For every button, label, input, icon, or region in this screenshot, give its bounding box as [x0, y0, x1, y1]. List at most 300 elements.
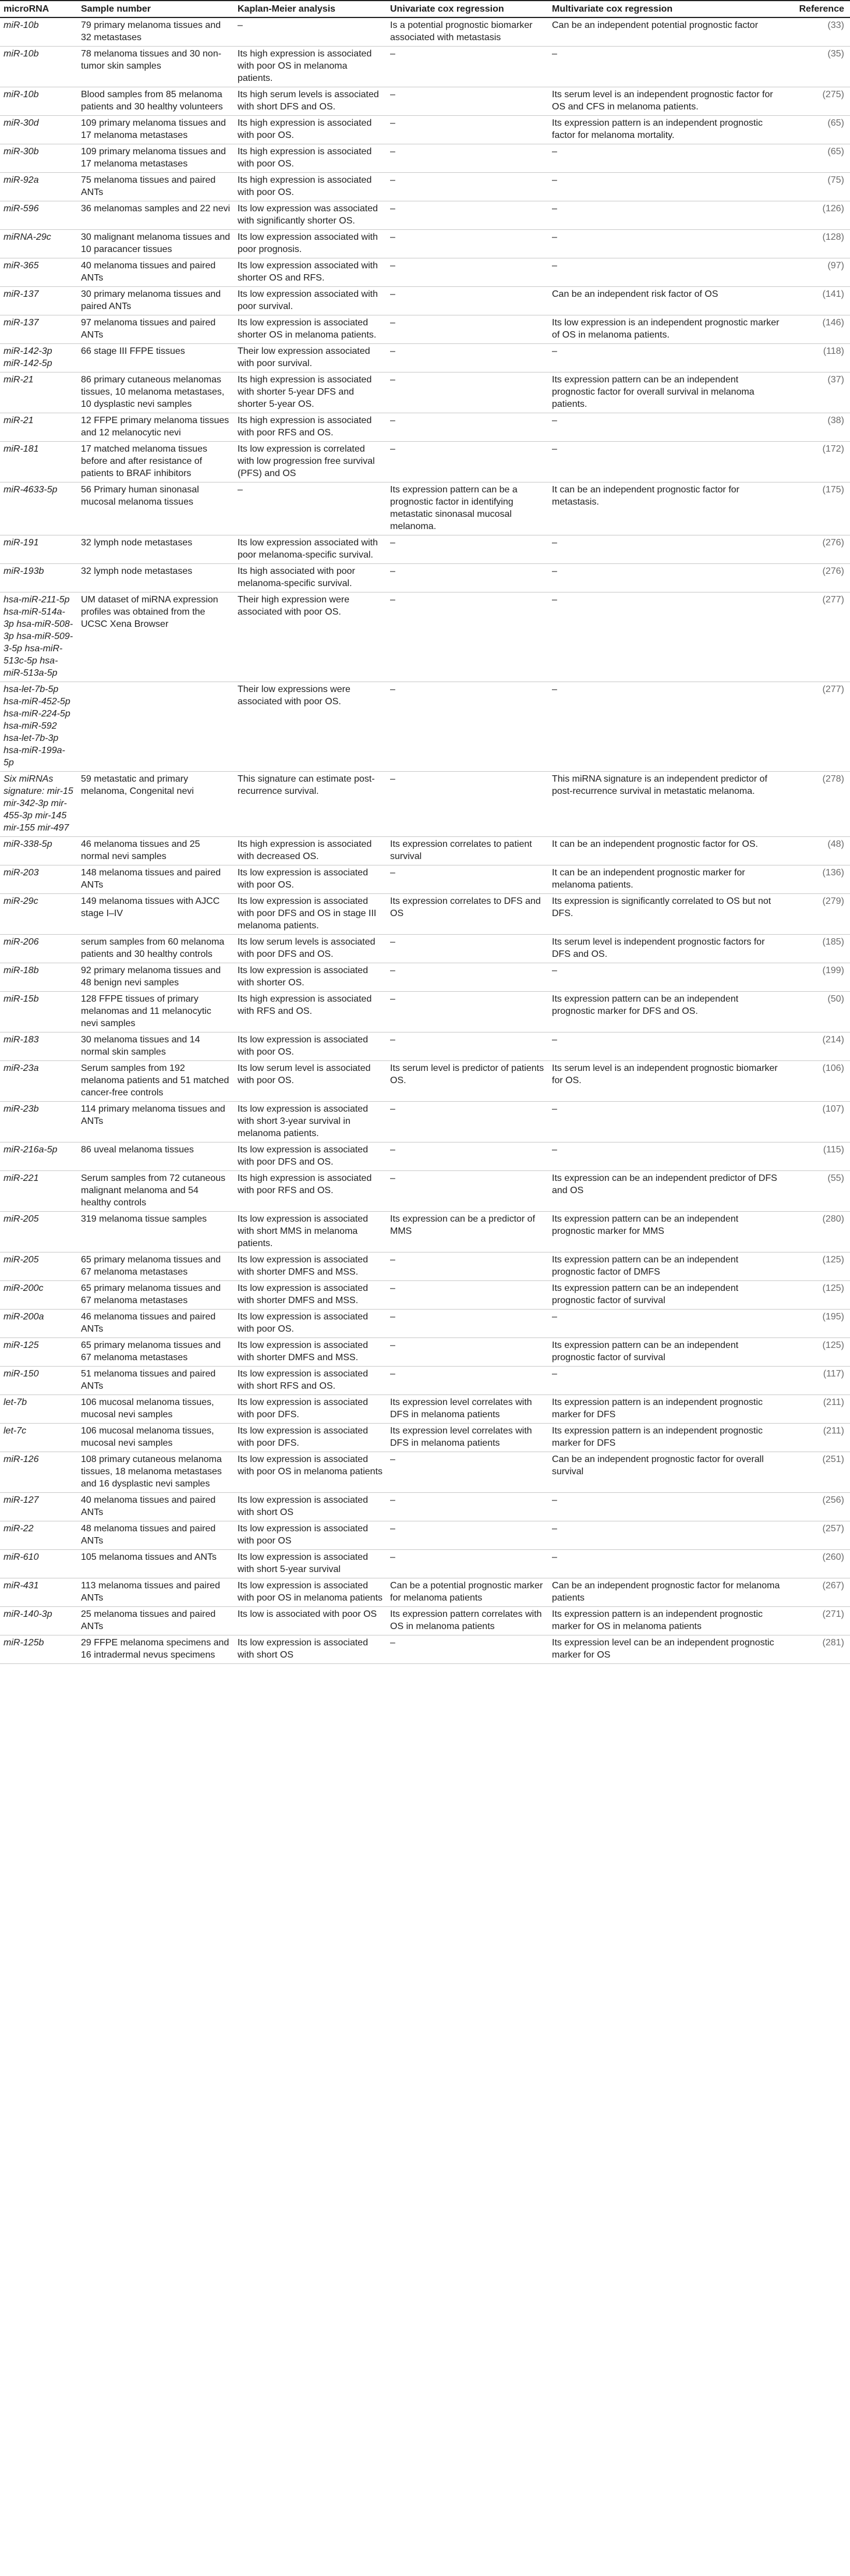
table-row: [0, 1102, 850, 1142]
cell-univariate: –: [387, 372, 548, 413]
cell-reference: (214): [784, 1032, 850, 1061]
cell-reference: (97): [784, 258, 850, 287]
cell-multivariate: –: [548, 1521, 784, 1550]
cell-multivariate: It can be an independent prognostic factor for metastasis.: [548, 482, 784, 535]
table-row: [0, 1607, 850, 1635]
cell-univariate: –: [387, 592, 548, 682]
cell-kaplan-meier: –: [234, 482, 387, 535]
cell-multivariate: Its serum level is an independent prognostic biomarker for OS.: [548, 1061, 784, 1102]
table-row: [0, 963, 850, 992]
cell-kaplan-meier: Its low expression is associated with short 5-year survival: [234, 1550, 387, 1578]
cell-reference: (195): [784, 1310, 850, 1338]
cell-microrna: miR-431: [0, 1578, 77, 1607]
cell-reference: (55): [784, 1171, 850, 1212]
cell-multivariate: Its expression pattern is an independent prognostic marker for DFS: [548, 1424, 784, 1452]
table-row: [0, 1493, 850, 1521]
cell-kaplan-meier: Its high serum levels is associated with short DFS and OS.: [234, 87, 387, 116]
cell-kaplan-meier: Their low expression associated with poor survival.: [234, 344, 387, 372]
table-row: [0, 1338, 850, 1367]
cell-microrna: Six miRNAs signature: mir-15 mir-342-3p mir-455-3p mir-145 mir-155 mir-497: [0, 772, 77, 837]
cell-microrna: hsa-miR-211-5p hsa-miR-514a-3p hsa-miR-508-3p hsa-miR-509-3-5p hsa-miR-513c-5p hsa-miR-513a-5p: [0, 592, 77, 682]
cell-univariate: –: [387, 1310, 548, 1338]
cell-kaplan-meier: Its high expression is associated with poor RFS and OS.: [234, 1171, 387, 1212]
cell-reference: (136): [784, 865, 850, 894]
cell-univariate: –: [387, 258, 548, 287]
cell-reference: (65): [784, 116, 850, 144]
header-multivariate: Multivariate cox regression: [548, 1, 784, 17]
cell-multivariate: –: [548, 1367, 784, 1395]
cell-sample-number: Serum samples from 192 melanoma patients and 51 matched cancer-free controls: [77, 1061, 234, 1102]
cell-multivariate: Its low expression is an independent prognostic marker of OS in melanoma patients.: [548, 315, 784, 344]
cell-reference: (199): [784, 963, 850, 992]
header-kaplan-meier: Kaplan-Meier analysis: [234, 1, 387, 17]
cell-univariate: –: [387, 87, 548, 116]
table-row: [0, 1550, 850, 1578]
table-row: [0, 564, 850, 592]
cell-univariate: –: [387, 1032, 548, 1061]
cell-kaplan-meier: Its low expression is associated with poor OS.: [234, 1310, 387, 1338]
cell-reference: (75): [784, 173, 850, 201]
cell-microrna: miR-338-5p: [0, 837, 77, 865]
cell-univariate: –: [387, 935, 548, 963]
table-row: [0, 1310, 850, 1338]
cell-kaplan-meier: Its low expression is associated with short OS: [234, 1635, 387, 1664]
cell-sample-number: 106 mucosal melanoma tissues, mucosal nevi samples: [77, 1395, 234, 1424]
table-row: [0, 1252, 850, 1281]
cell-microrna: miR-22: [0, 1521, 77, 1550]
table-row: [0, 315, 850, 344]
table-row: [0, 47, 850, 87]
cell-multivariate: –: [548, 564, 784, 592]
cell-multivariate: –: [548, 682, 784, 772]
cell-univariate: –: [387, 1493, 548, 1521]
cell-sample-number: 75 melanoma tissues and paired ANTs: [77, 173, 234, 201]
cell-multivariate: Its expression pattern is an independent prognostic marker for OS in melanoma patients: [548, 1607, 784, 1635]
cell-microrna: miR-181: [0, 442, 77, 482]
table-row: [0, 144, 850, 173]
cell-kaplan-meier: Its high expression is associated with poor OS.: [234, 144, 387, 173]
cell-univariate: –: [387, 1367, 548, 1395]
cell-kaplan-meier: Its low is associated with poor OS: [234, 1607, 387, 1635]
cell-kaplan-meier: Its low expression was associated with significantly shorter OS.: [234, 201, 387, 230]
table-row: [0, 1424, 850, 1452]
cell-reference: (37): [784, 372, 850, 413]
cell-multivariate: Its serum level is independent prognostic factors for DFS and OS.: [548, 935, 784, 963]
cell-microrna: miR-30d: [0, 116, 77, 144]
cell-kaplan-meier: Their low expressions were associated with poor OS.: [234, 682, 387, 772]
cell-microrna: miR-191: [0, 535, 77, 564]
cell-sample-number: UM dataset of miRNA expression profiles was obtained from the UCSC Xena Browser: [77, 592, 234, 682]
cell-multivariate: –: [548, 201, 784, 230]
cell-multivariate: Its expression pattern can be an independent prognostic marker for DFS and OS.: [548, 992, 784, 1032]
cell-reference: (211): [784, 1424, 850, 1452]
cell-microrna: miR-183: [0, 1032, 77, 1061]
table-row: [0, 894, 850, 935]
cell-multivariate: –: [548, 1310, 784, 1338]
cell-reference: (276): [784, 535, 850, 564]
cell-kaplan-meier: Its low expression is associated with shorter DMFS and MSS.: [234, 1252, 387, 1281]
cell-sample-number: 48 melanoma tissues and paired ANTs: [77, 1521, 234, 1550]
cell-kaplan-meier: Its high associated with poor melanoma-specific survival.: [234, 564, 387, 592]
table-row: [0, 17, 850, 47]
cell-univariate: –: [387, 344, 548, 372]
cell-univariate: –: [387, 230, 548, 258]
table-row: [0, 1281, 850, 1310]
cell-univariate: Its expression correlates to DFS and OS: [387, 894, 548, 935]
cell-univariate: –: [387, 1550, 548, 1578]
cell-univariate: –: [387, 1521, 548, 1550]
cell-kaplan-meier: Its high expression is associated with poor OS.: [234, 116, 387, 144]
cell-univariate: –: [387, 315, 548, 344]
cell-multivariate: Can be an independent prognostic factor for overall survival: [548, 1452, 784, 1493]
table-row: [0, 1061, 850, 1102]
cell-microrna: miR-30b: [0, 144, 77, 173]
cell-univariate: Its expression level correlates with DFS in melanoma patients: [387, 1395, 548, 1424]
cell-microrna: let-7c: [0, 1424, 77, 1452]
cell-kaplan-meier: Its low serum levels is associated with poor DFS and OS.: [234, 935, 387, 963]
table-row: [0, 1212, 850, 1252]
cell-sample-number: 29 FFPE melanoma specimens and 16 intradermal nevus specimens: [77, 1635, 234, 1664]
cell-microrna: miR-365: [0, 258, 77, 287]
cell-multivariate: –: [548, 1550, 784, 1578]
cell-univariate: –: [387, 1102, 548, 1142]
cell-multivariate: Its expression pattern can be an independent prognostic factor of DMFS: [548, 1252, 784, 1281]
table-row: [0, 1578, 850, 1607]
cell-reference: (117): [784, 1367, 850, 1395]
cell-multivariate: –: [548, 442, 784, 482]
cell-microrna: miR-125b: [0, 1635, 77, 1664]
cell-univariate: Its expression pattern can be a prognostic factor in identifying metastatic sinonasal mucosal melanoma.: [387, 482, 548, 535]
cell-microrna: miR-200c: [0, 1281, 77, 1310]
cell-kaplan-meier: Its low expression is associated with poor OS.: [234, 1032, 387, 1061]
cell-reference: (146): [784, 315, 850, 344]
cell-sample-number: 78 melanoma tissues and 30 non-tumor skin samples: [77, 47, 234, 87]
table-row: [0, 287, 850, 315]
cell-univariate: –: [387, 413, 548, 442]
cell-reference: (35): [784, 47, 850, 87]
cell-univariate: –: [387, 865, 548, 894]
cell-microrna: miR-203: [0, 865, 77, 894]
table-row: [0, 258, 850, 287]
cell-reference: (280): [784, 1212, 850, 1252]
cell-microrna: miR-10b: [0, 17, 77, 47]
cell-kaplan-meier: Its low expression associated with poor prognosis.: [234, 230, 387, 258]
cell-microrna: miR-610: [0, 1550, 77, 1578]
table-row: [0, 230, 850, 258]
cell-multivariate: Its expression pattern is an independent prognostic marker for DFS: [548, 1395, 784, 1424]
cell-multivariate: –: [548, 963, 784, 992]
cell-multivariate: It can be an independent prognostic factor for OS.: [548, 837, 784, 865]
cell-microrna: hsa-let-7b-5p hsa-miR-452-5p hsa-miR-224-5p hsa-miR-592 hsa-let-7b-3p hsa-miR-199a-5p: [0, 682, 77, 772]
cell-univariate: Its expression pattern correlates with OS in melanoma patients: [387, 1607, 548, 1635]
cell-reference: (50): [784, 992, 850, 1032]
cell-reference: (267): [784, 1578, 850, 1607]
table-row: [0, 1452, 850, 1493]
table-row: [0, 1032, 850, 1061]
cell-sample-number: serum samples from 60 melanoma patients and 30 healthy controls: [77, 935, 234, 963]
cell-microrna: miR-23b: [0, 1102, 77, 1142]
cell-reference: (277): [784, 592, 850, 682]
cell-reference: (281): [784, 1635, 850, 1664]
cell-sample-number: 86 uveal melanoma tissues: [77, 1142, 234, 1171]
cell-sample-number: 106 mucosal melanoma tissues, mucosal nevi samples: [77, 1424, 234, 1452]
cell-multivariate: Its expression can be an independent predictor of DFS and OS: [548, 1171, 784, 1212]
cell-kaplan-meier: Its low expression associated with poor melanoma-specific survival.: [234, 535, 387, 564]
cell-sample-number: 56 Primary human sinonasal mucosal melanoma tissues: [77, 482, 234, 535]
table-row: [0, 1635, 850, 1664]
cell-microrna: miR-205: [0, 1212, 77, 1252]
cell-kaplan-meier: Its low expression is associated with short OS: [234, 1493, 387, 1521]
cell-sample-number: 65 primary melanoma tissues and 67 melanoma metastases: [77, 1252, 234, 1281]
cell-kaplan-meier: Its low expression is associated with poor DFS and OS in stage III melanoma patients.: [234, 894, 387, 935]
cell-reference: (125): [784, 1338, 850, 1367]
table-row: [0, 116, 850, 144]
cell-univariate: –: [387, 173, 548, 201]
cell-multivariate: –: [548, 413, 784, 442]
cell-microrna: miR-150: [0, 1367, 77, 1395]
table-row: [0, 1521, 850, 1550]
cell-microrna: miR-127: [0, 1493, 77, 1521]
cell-multivariate: Its expression is significantly correlated to OS but not DFS.: [548, 894, 784, 935]
cell-microrna: miR-15b: [0, 992, 77, 1032]
cell-multivariate: –: [548, 144, 784, 173]
cell-univariate: –: [387, 682, 548, 772]
cell-multivariate: Its serum level is an independent prognostic factor for OS and CFS in melanoma patients.: [548, 87, 784, 116]
cell-reference: (125): [784, 1252, 850, 1281]
cell-reference: (128): [784, 230, 850, 258]
cell-sample-number: 114 primary melanoma tissues and ANTs: [77, 1102, 234, 1142]
cell-multivariate: –: [548, 344, 784, 372]
cell-sample-number: 148 melanoma tissues and paired ANTs: [77, 865, 234, 894]
cell-reference: (276): [784, 564, 850, 592]
cell-microrna: miRNA-29c: [0, 230, 77, 258]
cell-univariate: –: [387, 287, 548, 315]
table-row: [0, 173, 850, 201]
cell-microrna: miR-205: [0, 1252, 77, 1281]
header-sample-number: Sample number: [77, 1, 234, 17]
cell-sample-number: 30 melanoma tissues and 14 normal skin samples: [77, 1032, 234, 1061]
cell-reference: (185): [784, 935, 850, 963]
cell-sample-number: 109 primary melanoma tissues and 17 melanoma metastases: [77, 116, 234, 144]
cell-reference: (115): [784, 1142, 850, 1171]
cell-microrna: miR-125: [0, 1338, 77, 1367]
cell-microrna: miR-4633-5p: [0, 482, 77, 535]
cell-sample-number: 65 primary melanoma tissues and 67 melanoma metastases: [77, 1338, 234, 1367]
cell-reference: (256): [784, 1493, 850, 1521]
cell-multivariate: –: [548, 1142, 784, 1171]
cell-multivariate: Its expression pattern is an independent prognostic factor for melanoma mortality.: [548, 116, 784, 144]
cell-multivariate: –: [548, 173, 784, 201]
cell-reference: (118): [784, 344, 850, 372]
cell-microrna: miR-23a: [0, 1061, 77, 1102]
table-header: [0, 1, 850, 17]
cell-sample-number: 319 melanoma tissue samples: [77, 1212, 234, 1252]
cell-kaplan-meier: Its high expression is associated with poor RFS and OS.: [234, 413, 387, 442]
cell-sample-number: 36 melanomas samples and 22 nevi: [77, 201, 234, 230]
cell-microrna: miR-216a-5p: [0, 1142, 77, 1171]
cell-kaplan-meier: Its low expression is associated with short 3-year survival in melanoma patients.: [234, 1102, 387, 1142]
cell-reference: (278): [784, 772, 850, 837]
cell-univariate: –: [387, 442, 548, 482]
cell-reference: (260): [784, 1550, 850, 1578]
cell-microrna: miR-206: [0, 935, 77, 963]
cell-sample-number: 17 matched melanoma tissues before and after resistance of patients to BRAF inhibitors: [77, 442, 234, 482]
cell-reference: (257): [784, 1521, 850, 1550]
table-row: [0, 442, 850, 482]
cell-univariate: –: [387, 772, 548, 837]
cell-reference: (33): [784, 17, 850, 47]
cell-kaplan-meier: Its low expression is associated with shorter DMFS and MSS.: [234, 1281, 387, 1310]
cell-kaplan-meier: Its high expression is associated with decreased OS.: [234, 837, 387, 865]
cell-sample-number: 113 melanoma tissues and paired ANTs: [77, 1578, 234, 1607]
cell-sample-number: 108 primary cutaneous melanoma tissues, 18 melanoma metastases and 16 dysplastic nevi samples: [77, 1452, 234, 1493]
cell-kaplan-meier: Its low expression is associated with short RFS and OS.: [234, 1367, 387, 1395]
cell-kaplan-meier: Its high expression is associated with RFS and OS.: [234, 992, 387, 1032]
cell-reference: (172): [784, 442, 850, 482]
cell-microrna: miR-596: [0, 201, 77, 230]
cell-kaplan-meier: Its low expression is associated with poor DFS and OS.: [234, 1142, 387, 1171]
table-row: [0, 201, 850, 230]
cell-reference: (277): [784, 682, 850, 772]
cell-kaplan-meier: Its low expression associated with shorter OS and RFS.: [234, 258, 387, 287]
cell-microrna: miR-21: [0, 413, 77, 442]
cell-kaplan-meier: Its low expression is associated with short MMS in melanoma patients.: [234, 1212, 387, 1252]
table-row: [0, 344, 850, 372]
cell-univariate: –: [387, 47, 548, 87]
cell-sample-number: 65 primary melanoma tissues and 67 melanoma metastases: [77, 1281, 234, 1310]
cell-reference: (271): [784, 1607, 850, 1635]
cell-univariate: –: [387, 535, 548, 564]
cell-univariate: –: [387, 992, 548, 1032]
cell-sample-number: 66 stage III FFPE tissues: [77, 344, 234, 372]
cell-multivariate: Can be an independent prognostic factor for melanoma patients: [548, 1578, 784, 1607]
cell-sample-number: 59 metastatic and primary melanoma, Congenital nevi: [77, 772, 234, 837]
cell-multivariate: –: [548, 1032, 784, 1061]
cell-univariate: –: [387, 963, 548, 992]
table-row: [0, 87, 850, 116]
cell-microrna: miR-126: [0, 1452, 77, 1493]
cell-sample-number: 25 melanoma tissues and paired ANTs: [77, 1607, 234, 1635]
cell-kaplan-meier: Its low expression is correlated with low progression free survival (PFS) and OS: [234, 442, 387, 482]
cell-kaplan-meier: Its low expression is associated with poor OS: [234, 1521, 387, 1550]
cell-microrna: miR-137: [0, 287, 77, 315]
cell-sample-number: 79 primary melanoma tissues and 32 metastases: [77, 17, 234, 47]
cell-kaplan-meier: Its low serum level is associated with poor OS.: [234, 1061, 387, 1102]
table-row: [0, 992, 850, 1032]
cell-multivariate: Its expression pattern can be an independent prognostic factor for overall survival in melanoma patients.: [548, 372, 784, 413]
cell-univariate: –: [387, 1142, 548, 1171]
table-row: [0, 1367, 850, 1395]
cell-microrna: miR-137: [0, 315, 77, 344]
cell-multivariate: –: [548, 1493, 784, 1521]
cell-microrna: let-7b: [0, 1395, 77, 1424]
cell-multivariate: –: [548, 258, 784, 287]
cell-multivariate: Its expression pattern can be an independent prognostic marker for MMS: [548, 1212, 784, 1252]
header-row: [0, 1, 850, 17]
cell-reference: (107): [784, 1102, 850, 1142]
cell-sample-number: 46 melanoma tissues and 25 normal nevi samples: [77, 837, 234, 865]
cell-sample-number: 30 primary melanoma tissues and paired ANTs: [77, 287, 234, 315]
cell-univariate: –: [387, 116, 548, 144]
cell-reference: (251): [784, 1452, 850, 1493]
cell-sample-number: [77, 682, 234, 772]
cell-sample-number: 40 melanoma tissues and paired ANTs: [77, 258, 234, 287]
cell-kaplan-meier: Its low expression is associated with shorter DMFS and MSS.: [234, 1338, 387, 1367]
cell-univariate: –: [387, 1635, 548, 1664]
table-body: [0, 17, 850, 1664]
table-row: [0, 772, 850, 837]
cell-reference: (275): [784, 87, 850, 116]
cell-kaplan-meier: Its high expression is associated with poor OS.: [234, 173, 387, 201]
cell-microrna: miR-18b: [0, 963, 77, 992]
cell-sample-number: Serum samples from 72 cutaneous malignant melanoma and 54 healthy controls: [77, 1171, 234, 1212]
table-row: [0, 413, 850, 442]
cell-microrna: miR-10b: [0, 87, 77, 116]
table-row: [0, 1171, 850, 1212]
cell-microrna: miR-193b: [0, 564, 77, 592]
cell-univariate: Its expression can be a predictor of MMS: [387, 1212, 548, 1252]
cell-sample-number: 97 melanoma tissues and paired ANTs: [77, 315, 234, 344]
cell-sample-number: 86 primary cutaneous melanomas tissues, 10 melanoma metastases, 10 dysplastic nevi samples: [77, 372, 234, 413]
header-microrna: microRNA: [0, 1, 77, 17]
cell-univariate: Its expression correlates to patient survival: [387, 837, 548, 865]
cell-microrna: miR-92a: [0, 173, 77, 201]
cell-sample-number: 109 primary melanoma tissues and 17 melanoma metastases: [77, 144, 234, 173]
cell-sample-number: 128 FFPE tissues of primary melanomas and 11 melanocytic nevi samples: [77, 992, 234, 1032]
cell-multivariate: Can be an independent potential prognostic factor: [548, 17, 784, 47]
cell-kaplan-meier: –: [234, 17, 387, 47]
cell-multivariate: –: [548, 47, 784, 87]
cell-microrna: miR-140-3p: [0, 1607, 77, 1635]
cell-multivariate: –: [548, 592, 784, 682]
cell-univariate: Its serum level is predictor of patients OS.: [387, 1061, 548, 1102]
cell-univariate: Its expression level correlates with DFS in melanoma patients: [387, 1424, 548, 1452]
cell-kaplan-meier: Its low expression is associated with shorter OS.: [234, 963, 387, 992]
cell-microrna: miR-221: [0, 1171, 77, 1212]
cell-sample-number: 149 melanoma tissues with AJCC stage I–IV: [77, 894, 234, 935]
cell-kaplan-meier: Its low expression is associated with poor OS in melanoma patients: [234, 1452, 387, 1493]
cell-reference: (279): [784, 894, 850, 935]
cell-multivariate: Its expression pattern can be an independent prognostic factor of survival: [548, 1338, 784, 1367]
cell-reference: (126): [784, 201, 850, 230]
cell-kaplan-meier: This signature can estimate post-recurrence survival.: [234, 772, 387, 837]
cell-reference: (125): [784, 1281, 850, 1310]
cell-kaplan-meier: Its high expression is associated with poor OS in melanoma patients.: [234, 47, 387, 87]
cell-kaplan-meier: Its high expression is associated with shorter 5-year DFS and shorter 5-year OS.: [234, 372, 387, 413]
cell-multivariate: It can be an independent prognostic marker for melanoma patients.: [548, 865, 784, 894]
cell-multivariate: Its expression pattern can be an independent prognostic factor of survival: [548, 1281, 784, 1310]
cell-microrna: miR-200a: [0, 1310, 77, 1338]
cell-multivariate: –: [548, 535, 784, 564]
cell-multivariate: This miRNA signature is an independent predictor of post-recurrence survival in metastatic melanoma.: [548, 772, 784, 837]
cell-microrna: miR-10b: [0, 47, 77, 87]
cell-univariate: Can be a potential prognostic marker for melanoma patients: [387, 1578, 548, 1607]
cell-microrna: miR-21: [0, 372, 77, 413]
cell-univariate: –: [387, 1281, 548, 1310]
cell-kaplan-meier: Its low expression is associated with poor OS in melanoma patients: [234, 1578, 387, 1607]
cell-sample-number: 32 lymph node metastases: [77, 564, 234, 592]
cell-univariate: –: [387, 1171, 548, 1212]
cell-microrna: miR-29c: [0, 894, 77, 935]
cell-kaplan-meier: Its low expression is associated shorter OS in melanoma patients.: [234, 315, 387, 344]
cell-reference: (106): [784, 1061, 850, 1102]
cell-multivariate: Its expression level can be an independent prognostic marker for OS: [548, 1635, 784, 1664]
cell-univariate: –: [387, 1252, 548, 1281]
table-row: [0, 935, 850, 963]
cell-sample-number: 40 melanoma tissues and paired ANTs: [77, 1493, 234, 1521]
cell-sample-number: Blood samples from 85 melanoma patients and 30 healthy volunteers: [77, 87, 234, 116]
cell-reference: (211): [784, 1395, 850, 1424]
